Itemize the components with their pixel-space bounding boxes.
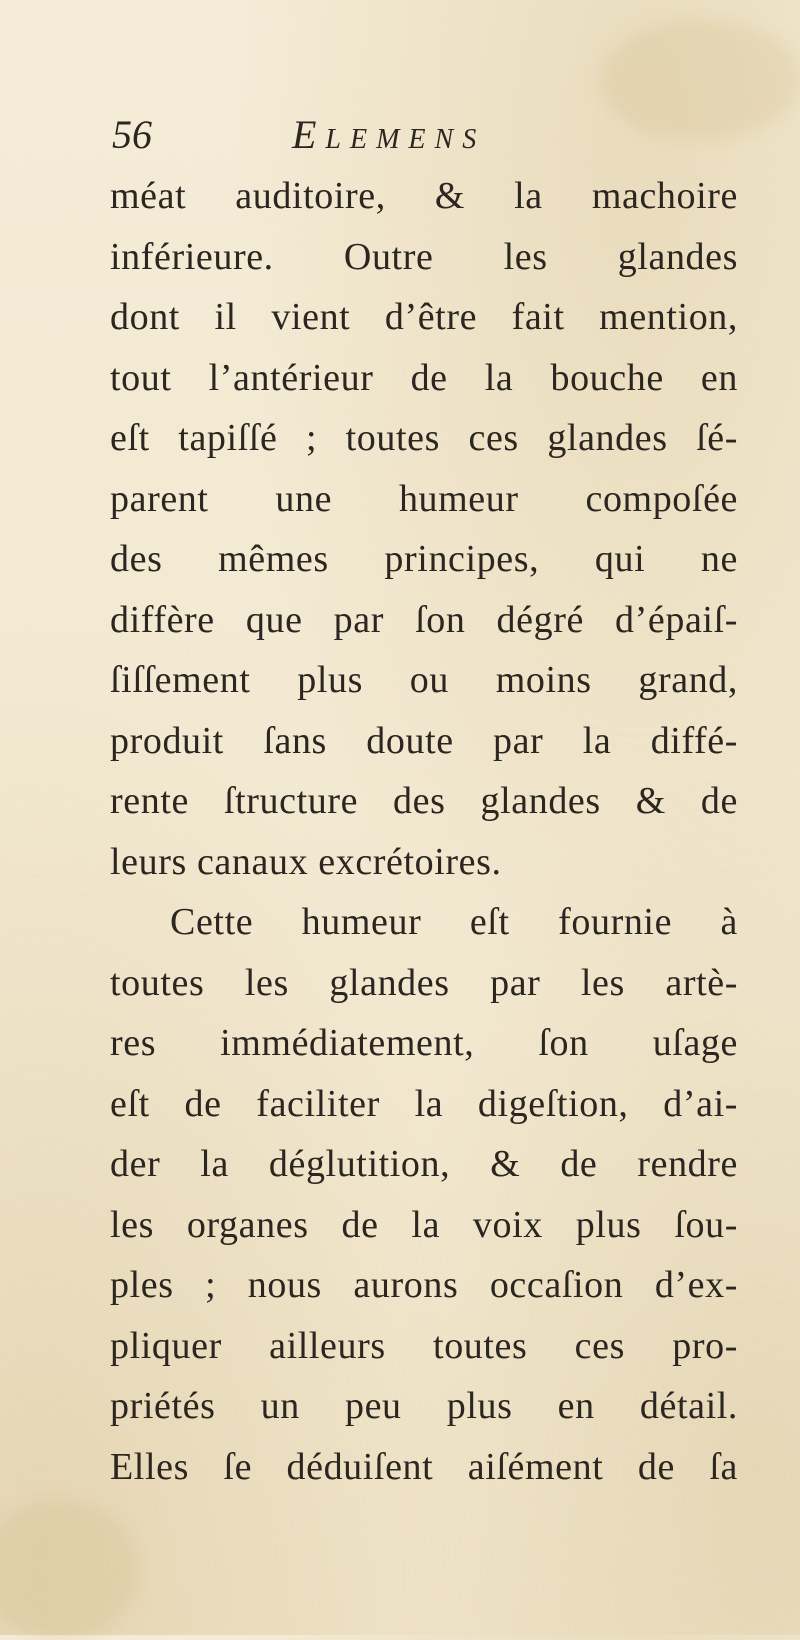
text-line: diffère que par ſon dégré d’épaiſ- [110, 598, 738, 641]
text-line: der la déglutition, & de rendre [110, 1143, 738, 1185]
text-line: produit ſans doute par la diffé- [110, 719, 738, 762]
text-line: ſiſſement plus ou moins grand, [110, 659, 738, 701]
text-line: inférieure. Outre les glandes [110, 235, 738, 278]
text-line: ples ; nous aurons occaſion d’ex- [110, 1264, 738, 1306]
text-line: eſt tapiſſé ; toutes ces glandes ſé- [110, 417, 738, 459]
text-line: toutes les glandes par les artè- [110, 961, 738, 1004]
paper-stain [0, 1500, 140, 1640]
text-line: priétés un peu plus en détail. [110, 1385, 738, 1427]
text-line: dont il vient d’être fait mention, [110, 296, 738, 338]
running-title: Elemens [292, 112, 486, 157]
paragraph [110, 166, 738, 892]
body-text [110, 166, 738, 1497]
text-line: eſt de faciliter la digeſtion, d’ai- [110, 1082, 738, 1125]
text-line: res immédiatement, ſon uſage [110, 1022, 738, 1064]
text-line: tout l’antérieur de la bouche en [110, 356, 738, 399]
text-line: les organes de la voix plus ſou- [110, 1203, 738, 1246]
text-line: parent une humeur compoſée [110, 477, 738, 520]
text-line: méat auditoire, & la machoire [110, 175, 738, 217]
page-number: 56 [112, 112, 152, 157]
text-line: rente ſtructure des glandes & de [110, 780, 738, 822]
text-line: leurs canaux excrétoires. [110, 840, 502, 883]
text-line: Cette humeur eſt fournie à [170, 901, 738, 943]
text-line: pliquer ailleurs toutes ces pro- [110, 1324, 738, 1367]
text-line: des mêmes principes, qui ne [110, 538, 738, 580]
text-line: Elles ſe déduiſent aiſément de ſa [110, 1445, 738, 1488]
running-head [112, 110, 732, 160]
paragraph [110, 892, 738, 1497]
